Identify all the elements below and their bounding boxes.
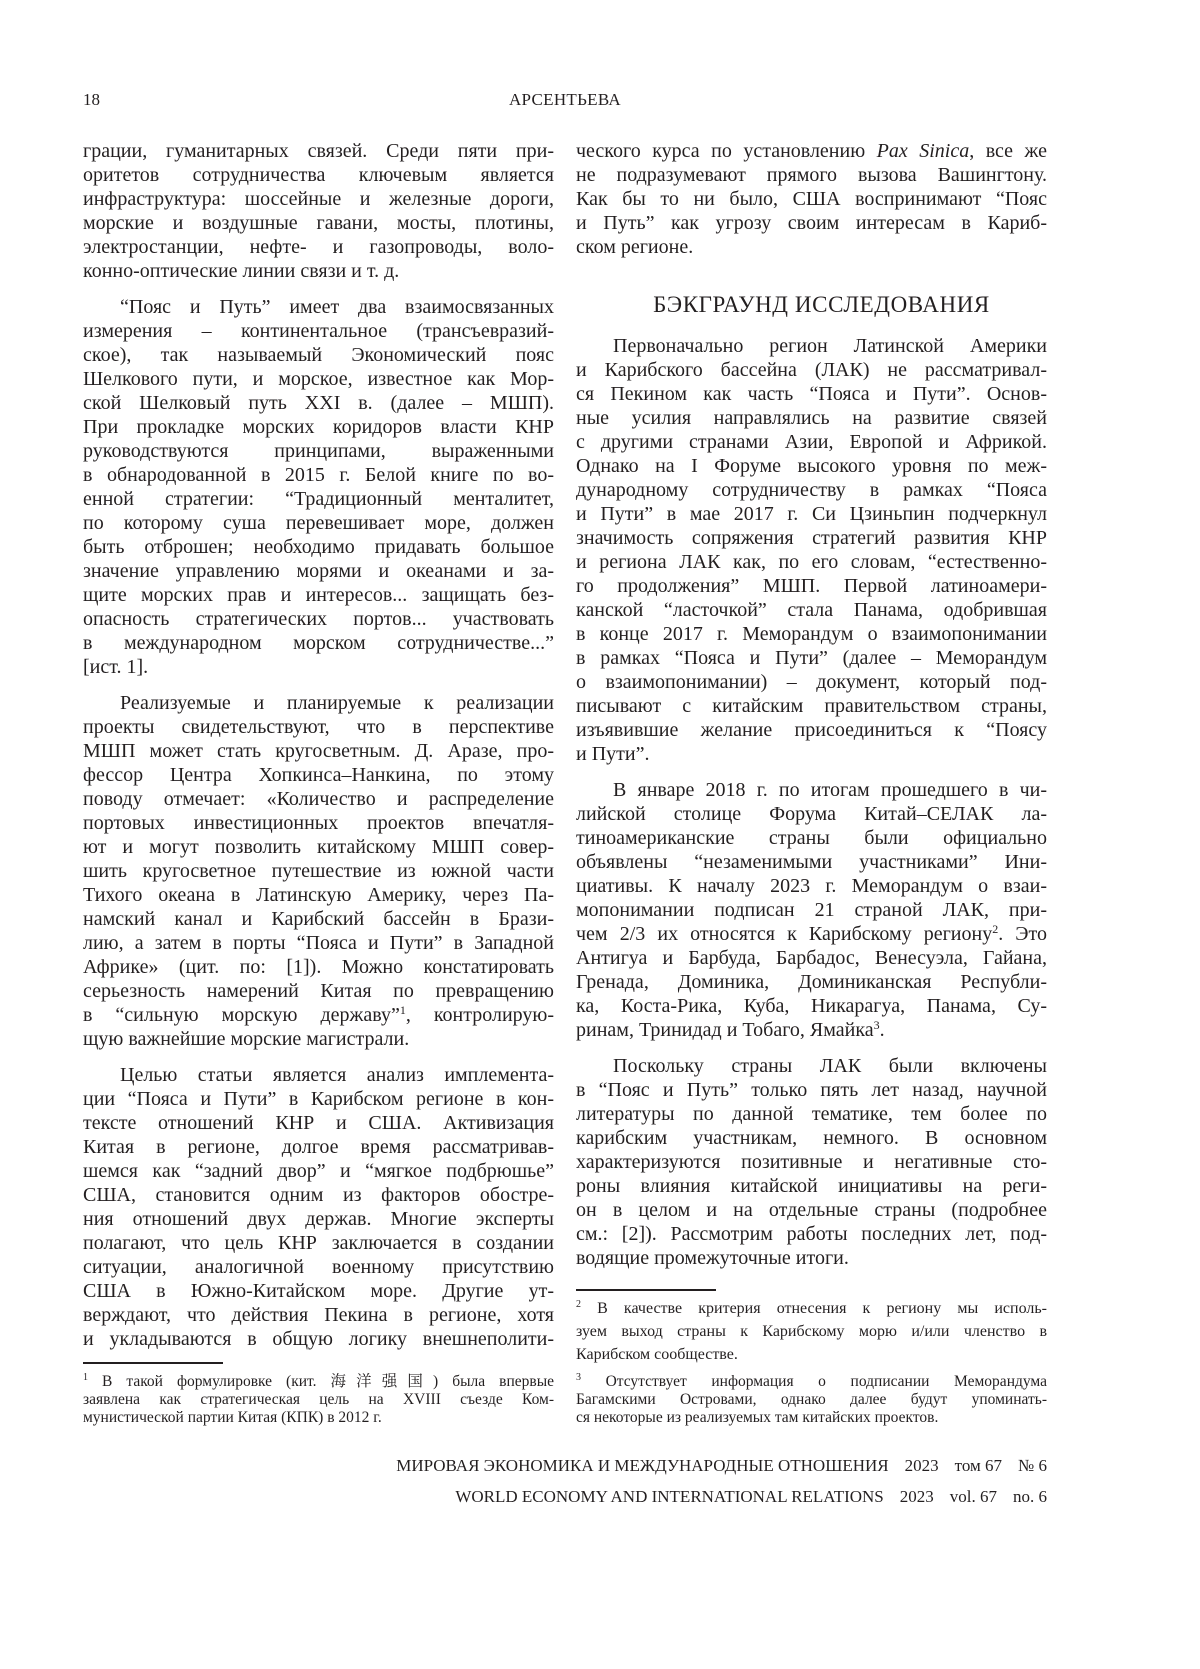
text-line: ское), так называемый Экономический пояс [83, 344, 554, 366]
running-header-author: АРСЕНТЬЕВА [508, 90, 621, 109]
text-line [576, 1297, 1047, 1320]
text-line: МШП может стать кругосветным. Д. Аразе, про- [83, 740, 554, 762]
text-line: Китая в регионе, долгое время рассматривав- [83, 1136, 554, 1158]
paragraph [576, 1054, 1047, 1270]
text-segment: . Это [998, 923, 1047, 945]
text-line: Антигуа и Барбуда, Барбадос, Венесуэла, Гайана, [576, 947, 1047, 969]
text-line: электростанции, нефте- и газопроводы, воло- [83, 236, 554, 258]
text-line: намский канал и Карибский бассейн в Брази- [83, 908, 554, 930]
right-column [576, 139, 1047, 1270]
footnote-marker: 3 [873, 1018, 880, 1032]
text-line: и Карибского бассейна (ЛАК) не рассматривал- [576, 359, 1047, 381]
text-line: лию, а затем в порты “Пояса и Пути” в Западной [83, 932, 554, 954]
text-line: щую важнейшие морские магистрали. [83, 1028, 410, 1050]
journal-footer-ru [396, 1454, 1047, 1478]
text-line: в обнародованной в 2015 г. Белой книге по во- [83, 464, 554, 486]
text-line: Первоначально регион Латинской Америки [613, 335, 1047, 357]
text-line: и Пути” в мае 2017 г. Си Цзиньпин подчеркнул [576, 503, 1047, 525]
text-line: Африке» (цит. по: [1]). Можно констатировать [83, 956, 554, 978]
text-line: литературы по данной тематике, тем более по [576, 1103, 1047, 1125]
footnote-3 [576, 1373, 1047, 1427]
text-line: с другими странами Азии, Европой и Африкой. [576, 431, 1047, 453]
text-line: При прокладке морских коридоров власти КНР [83, 416, 554, 438]
text-line: Как бы то ни было, США воспринимают “Пояс [576, 188, 1047, 210]
text-line: карибским участникам, немного. В основном [576, 1127, 1047, 1149]
journal-name-ru: МИРОВАЯ ЭКОНОМИКА И МЕЖДУНАРОДНЫЕ ОТНОШЕНИЯ [396, 1456, 889, 1475]
text-line: Карибском сообществе. [576, 1346, 738, 1363]
text-line: характеризуются позитивные и негативные сто- [576, 1151, 1047, 1173]
journal-issue-en: no. 6 [1013, 1487, 1047, 1506]
text-line: верждают, что действия Пекина в регионе, хотя [83, 1304, 554, 1326]
footnote-divider [83, 1362, 223, 1364]
right-column-body [576, 334, 1047, 1270]
text-segment: чем 2/3 их относятся к Карибскому региону [576, 923, 993, 945]
text-line: шить кругосветное путешествие из южной части [83, 860, 554, 882]
journal-footer-en [455, 1485, 1047, 1509]
text-line: роны влияния китайской инициативы на реги- [576, 1175, 1047, 1197]
text-line: циативы. К началу 2023 г. Меморандум о взаи- [576, 875, 1047, 897]
text-line: ситуации, аналогичной военному присутствию [83, 1256, 554, 1278]
text-line: полагают, что цель КНР заключается в создании [83, 1232, 554, 1254]
text-line: Целью статьи является анализ имплемента- [120, 1064, 554, 1086]
text-line [83, 1373, 554, 1391]
text-line: ской Шелковый путь XXI в. (далее – МШП). [83, 392, 554, 414]
footnote-marker: 3 [576, 1372, 581, 1383]
text-segment: ринам, Тринидад и Тобаго, Ямайка [576, 1019, 874, 1041]
page-number: 18 [83, 90, 100, 109]
text-line: быть отброшен; необходимо придавать большое [83, 536, 554, 558]
text-line: США в Южно-Китайском море. Другие ут- [83, 1280, 554, 1302]
text-line [576, 1373, 1047, 1391]
paragraph [83, 295, 554, 679]
journal-volume-ru: том 67 [954, 1456, 1003, 1475]
text-line: портовых инвестиционных проектов впечатля- [83, 812, 554, 834]
journal-issue-ru: № 6 [1018, 1456, 1047, 1475]
text-segment: , контролирую- [405, 1004, 554, 1026]
text-line: о взаимопонимании) – документ, который под- [576, 671, 1047, 693]
text-line: оритетов сотрудничества ключевым является [83, 164, 554, 186]
text-line: фессор Центра Хопкинса–Нанкина, по этому [83, 764, 554, 786]
text-line: тексте отношений КНР и США. Активизация [83, 1112, 554, 1134]
text-line: США, становится одним из факторов обостре- [83, 1184, 554, 1206]
text-line: значимость сопряжения стратегий развития КНР [576, 527, 1047, 549]
text-line: проекты свидетельствуют, что в перспективе [83, 716, 554, 738]
text-line: не подразумевают прямого вызова Вашингтону. [576, 164, 1047, 186]
text-line: морские и воздушные гавани, мосты, плотины, [83, 212, 554, 234]
footnote-marker: 1 [83, 1372, 88, 1383]
text-line: Тихого океана в Латинскую Америку, через Па- [83, 884, 554, 906]
text-line: измерения – континентальное (трансъевразий- [83, 320, 554, 342]
text-line [576, 139, 1047, 163]
text-segment: . [879, 1019, 885, 1041]
text-line: шемся как “задний двор” и “мягкое подбрюшье” [83, 1160, 554, 1182]
footnote-marker: 2 [576, 1299, 581, 1310]
text-line: го продолжения” МШП. Первой латиноамери- [576, 575, 1047, 597]
text-line: ные усилия направлялись на развитие связей [576, 407, 1047, 429]
text-line: водящие промежуточные итоги. [576, 1247, 849, 1269]
text-line: [ист. 1]. [83, 656, 149, 678]
text-line: Реализуемые и планируемые к реализации [120, 692, 554, 714]
text-line: грации, гуманитарных связей. Среди пяти при- [83, 140, 554, 162]
text-line: Шелкового пути, и морское, известное как Мор- [83, 368, 554, 390]
text-line: Поскольку страны ЛАК были включены [613, 1055, 1047, 1077]
text-line: инфраструктура: шоссейные и железные дороги, [83, 188, 554, 210]
text-line: изъявившие желание присоединиться к “Поясу [576, 719, 1047, 741]
text-line: тиноамериканские страны были официально [576, 827, 1047, 849]
text-line [576, 922, 1047, 946]
text-line: Гренада, Доминика, Доминиканская Республи- [576, 971, 1047, 993]
text-line: см.: [2]). Рассмотрим работы последних лет, под- [576, 1223, 1047, 1245]
text-line: ции “Пояса и Пути” в Карибском регионе в кон- [83, 1088, 554, 1110]
text-line: в “Пояс и Путь” только пять лет назад, научной [576, 1079, 1047, 1101]
text-line: и региона ЛАК как, по его словам, “естественно- [576, 551, 1047, 573]
text-line: В январе 2018 г. по итогам прошедшего в чи- [613, 779, 1047, 801]
text-line: Багамскими Островами, однако далее будут упоминать- [576, 1391, 1047, 1408]
text-line: в международном морском сотрудничестве...” [83, 632, 554, 654]
text-line [576, 1018, 1047, 1042]
paragraph [576, 334, 1047, 766]
text-line: в рамках “Пояса и Пути” (далее – Меморандум [576, 647, 1047, 669]
text-segment: , все же [969, 140, 1047, 162]
text-segment: Отсутствует информация о подписании Меморандума [581, 1373, 1047, 1390]
footnote-divider [576, 1289, 716, 1291]
text-line: по которому суша перевешивает море, должен [83, 512, 554, 534]
text-line: щите морских прав и интересов... защищать без- [83, 584, 554, 606]
text-line: лийской столице Форума Китай–СЕЛАК ла- [576, 803, 1047, 825]
paragraph [83, 1063, 554, 1351]
journal-year-en: 2023 [899, 1487, 934, 1506]
text-line: серьезность намерений Китая по превращению [83, 980, 554, 1002]
text-line: Однако на I Форуме высокого уровня по меж- [576, 455, 1047, 477]
italic-text: Pax Sinica [876, 140, 970, 162]
text-line: канской “ласточкой” стала Панама, одобрившая [576, 599, 1047, 621]
text-line: зуем выход страны к Карибскому морю и/или членство в [576, 1323, 1047, 1340]
text-line: дународному сотрудничеству в рамках “Пояса [576, 479, 1047, 501]
text-line: ка, Коста-Рика, Куба, Никарагуа, Панама, Су- [576, 995, 1047, 1017]
text-line: опасность стратегических портов... участвовать [83, 608, 554, 630]
text-line: “Пояс и Путь” имеет два взаимосвязанных [120, 296, 554, 318]
text-line: мунистической партии Китая (КПК) в 2012 г. [83, 1409, 382, 1426]
text-line: руководствуются принципами, выраженными [83, 440, 554, 462]
text-line: ском регионе. [576, 236, 694, 258]
paragraph [576, 778, 1047, 1042]
text-line: и укладываются в общую логику внешнеполити- [83, 1328, 554, 1350]
text-line: объявлены “незаменимыми участниками” Ини- [576, 851, 1047, 873]
text-line: и Путь” как угрозу своим интересам в Кариб- [576, 212, 1047, 234]
journal-volume-en: vol. 67 [949, 1487, 997, 1506]
footnote-marker: 2 [992, 922, 999, 936]
right-column-intro [576, 139, 1047, 259]
text-segment: В качестве критерия отнесения к региону мы исполь- [581, 1300, 1047, 1317]
text-segment: В такой формулировке (кит. 海洋强国) была впервые [88, 1373, 554, 1390]
text-line: писывают с китайским правительством страны, [576, 695, 1047, 717]
paragraph [576, 139, 1047, 259]
text-line: конно-оптические линии связи и т. д. [83, 260, 400, 282]
text-segment: ческого курса по установлению [576, 140, 877, 162]
text-line: поводу отмечает: «Количество и распределение [83, 788, 554, 810]
footnote-marker: 1 [399, 1003, 406, 1017]
section-heading: БЭКГРАУНД ИССЛЕДОВАНИЯ [653, 292, 990, 317]
text-line: ся некоторые из реализуемых там китайских проектов. [576, 1409, 939, 1426]
text-line: мопонимании подписан 21 страной ЛАК, при- [576, 899, 1047, 921]
text-line: енной стратегии: “Традиционный менталитет, [83, 488, 554, 510]
text-line: заявлена как стратегическая цель на XVIII съезде Ком- [83, 1391, 554, 1408]
text-line: ния отношений двух держав. Многие эксперты [83, 1208, 554, 1230]
text-line: и Пути”. [576, 743, 650, 765]
journal-year-ru: 2023 [904, 1456, 939, 1475]
text-segment: в “сильную морскую державу” [83, 1004, 400, 1026]
text-line: он в целом и на отдельные страны (подробнее [576, 1199, 1047, 1221]
left-column [83, 139, 554, 1351]
paragraph [83, 691, 554, 1051]
footnote-2 [576, 1297, 1047, 1366]
text-line: ют и могут позволить китайскому МШП совер- [83, 836, 554, 858]
text-line: ся Пекином как часть “Пояса и Пути”. Основ- [576, 383, 1047, 405]
text-line [83, 1003, 554, 1027]
text-line: в конце 2017 г. Меморандум о взаимопонимании [576, 623, 1047, 645]
paragraph [83, 139, 554, 283]
text-line: значение управлению морями и океанами и за- [83, 560, 554, 582]
footnote-1 [83, 1373, 554, 1427]
journal-name-en: WORLD ECONOMY AND INTERNATIONAL RELATIONS [455, 1487, 884, 1506]
